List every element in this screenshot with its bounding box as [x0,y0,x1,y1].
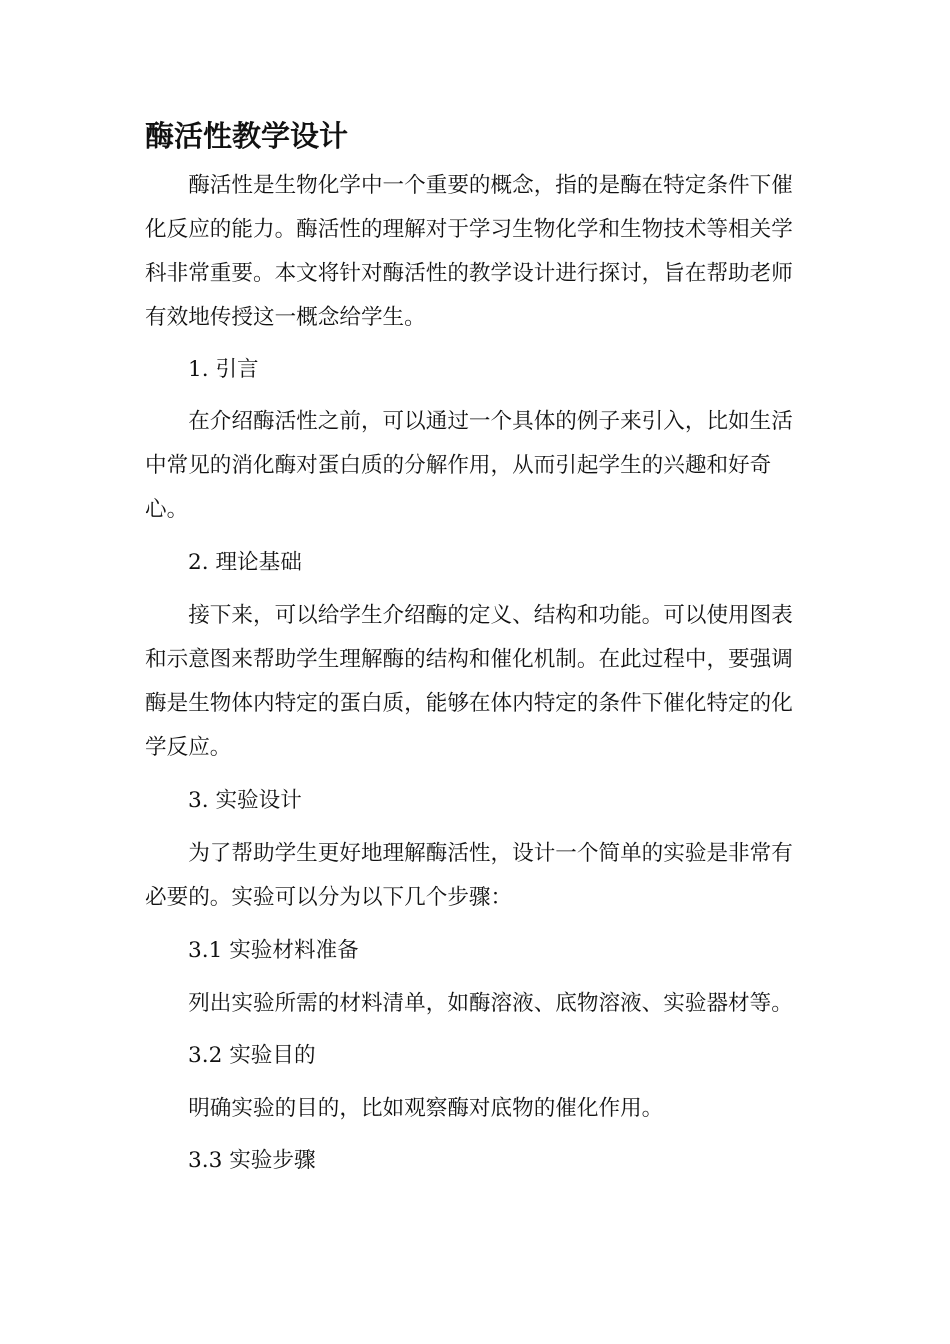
subsection-heading-steps: 3.3 实验步骤 [188,1148,316,1173]
section-heading-introduction: 1. 引言 [188,357,259,382]
section-heading-experiment-design: 3. 实验设计 [188,788,302,813]
intro-paragraph: 酶活性是生物化学中一个重要的概念，指的是酶在特定条件下催化反应的能力。酶活性的理解对于学习生物化学和生物技术等相关学科非常重要。本文将针对酶活性的教学设计进行探讨，旨在帮助老师有效地传授这一概念给学生。 [145,173,793,330]
purpose-paragraph: 明确实验的目的，比如观察酶对底物的催化作用。 [188,1096,664,1121]
subsection-heading-materials: 3.1 实验材料准备 [188,938,359,963]
introduction-paragraph: 在介绍酶活性之前，可以通过一个具体的例子来引入，比如生活中常见的消化酶对蛋白质的分解作用，从而引起学生的兴趣和好奇心。 [145,409,793,522]
theory-paragraph: 接下来，可以给学生介绍酶的定义、结构和功能。可以使用图表和示意图来帮助学生理解酶的结构和催化机制。在此过程中，要强调酶是生物体内特定的蛋白质，能够在体内特定的条件下催化特定的化学反应。 [145,603,793,760]
subsection-heading-purpose: 3.2 实验目的 [188,1043,316,1068]
experiment-design-paragraph: 为了帮助学生更好地理解酶活性，设计一个简单的实验是非常有必要的。实验可以分为以下几个步骤： [145,841,793,910]
materials-paragraph: 列出实验所需的材料清单，如酶溶液、底物溶液、实验器材等。 [188,991,793,1016]
section-heading-theory: 2. 理论基础 [188,550,302,575]
document-title: 酶活性教学设计 [145,119,349,153]
